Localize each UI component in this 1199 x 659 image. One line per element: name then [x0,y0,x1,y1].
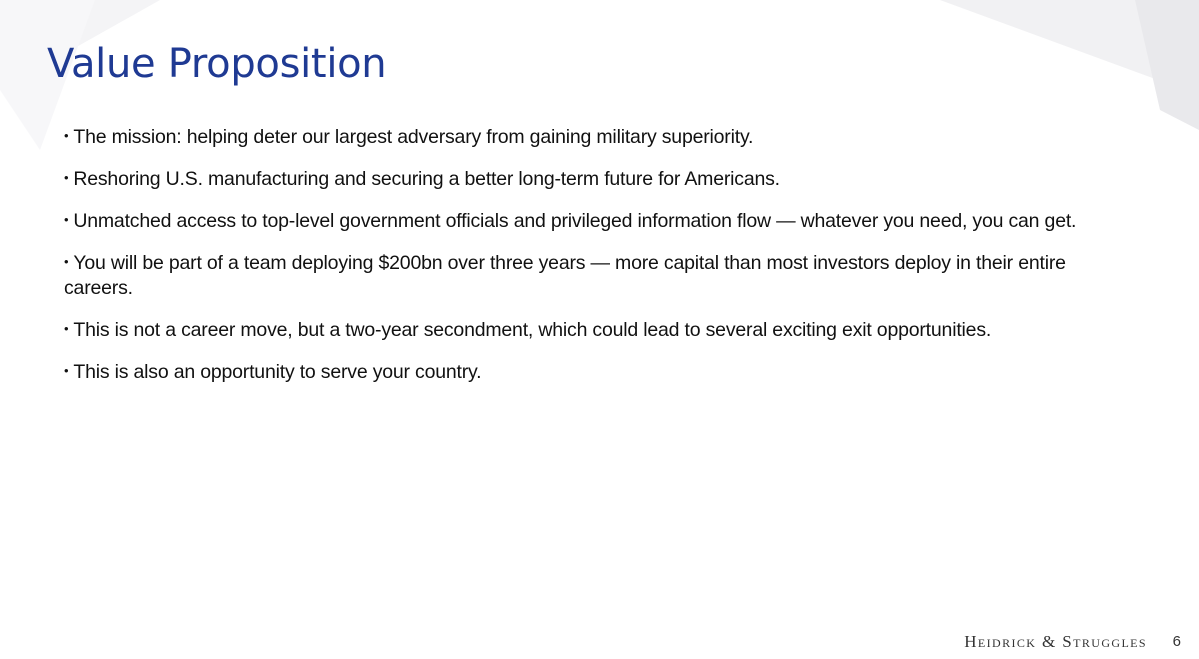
bullet-item [64,358,1124,385]
page-number: 6 [1172,633,1181,650]
bullet-text: The mission: helping deter our largest adversary from gaining military superiority. [73,126,754,148]
bullet-dot-icon: • [64,254,69,269]
bullet-text: Unmatched access to top-level government officials and privileged information flow — whatever you need, you can get. [73,210,1077,232]
bullet-text: Reshoring U.S. manufacturing and securing a better long-term future for Americans. [73,168,780,190]
bullet-item [64,316,1124,343]
slide-title: Value Proposition [47,41,387,87]
bullet-item [64,165,1124,192]
bullet-dot-icon: • [64,170,69,185]
bullet-item [64,207,1124,234]
bullet-dot-icon: • [64,363,69,378]
bullet-item [64,249,1124,301]
brand-logo: Heidrick & Struggles [964,632,1147,651]
bullet-item [64,123,1124,150]
bullet-text: This is not a career move, but a two-year secondment, which could lead to several exciting exit opportunities. [73,319,992,341]
bullet-text: You will be part of a team deploying $200bn over three years — more capital than most investors deploy in their entire careers. [64,252,1066,299]
bullet-dot-icon: • [64,128,69,143]
bullet-list [64,123,1124,400]
bullet-dot-icon: • [64,321,69,336]
bullet-dot-icon: • [64,212,69,227]
bullet-text: This is also an opportunity to serve your country. [73,361,482,383]
